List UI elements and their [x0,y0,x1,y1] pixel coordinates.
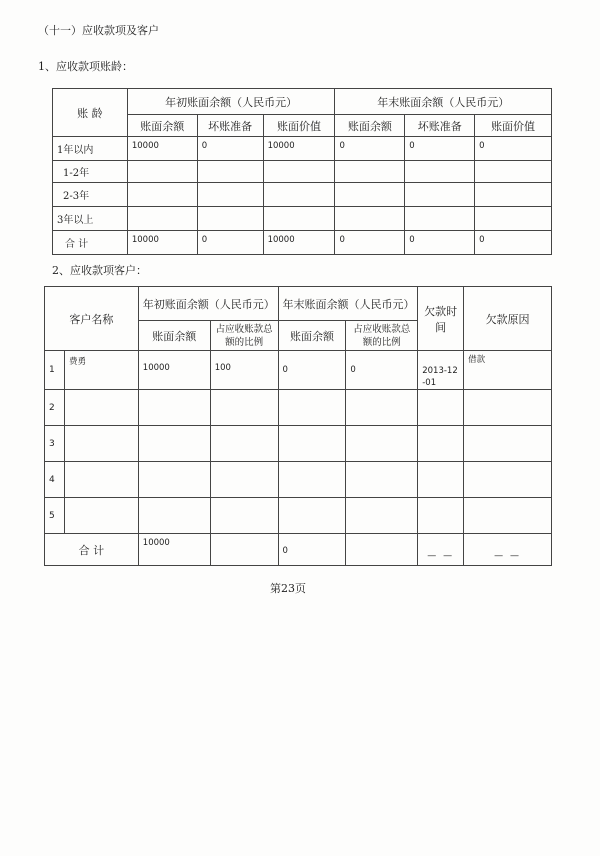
due-time-cell [418,498,464,534]
row-label: 1-2年 [53,161,128,183]
cell: 0 [405,137,475,161]
due-reason-cell [464,498,552,534]
cell [263,161,335,183]
customer-name [64,390,138,426]
cell [405,161,475,183]
cell [405,207,475,231]
end-balance-cell [278,426,346,462]
customer-table [44,286,552,566]
row-index: 5 [45,498,65,534]
row-index: 2 [45,390,65,426]
due-time-cell [418,462,464,498]
cell [335,161,405,183]
begin-balance-cell: 10000 [138,351,210,390]
begin-ratio-cell [210,498,278,534]
table-row-total [53,231,552,255]
begin-balance-group-header: 年初账面余额（人民币元） [138,287,278,321]
begin-ratio-header: 占应收账款总额的比例 [210,321,278,351]
cell [197,207,263,231]
col-header: 账面价值 [263,115,335,137]
cell [335,207,405,231]
customer-name: 费勇 [64,351,138,390]
due-time-cell: 2013-12-01 [418,351,464,390]
end-ratio-cell [346,498,418,534]
begin-balance-group-header: 年初账面余额（人民币元） [127,89,335,115]
end-ratio-cell [346,462,418,498]
cell [197,183,263,207]
customer-name [64,462,138,498]
row-index: 1 [45,351,65,390]
cell: 0 [335,137,405,161]
col-header: 坏账准备 [405,115,475,137]
aging-header: 账 龄 [53,89,128,137]
subsection-aging-title: 1、应收款项账龄： [38,60,133,73]
col-header: 账面余额 [127,115,197,137]
customer-name-header: 客户名称 [45,287,139,351]
end-balance-group-header: 年末账面余额（人民币元） [335,89,552,115]
due-time-cell [418,426,464,462]
end-balance-cell [278,462,346,498]
subsection-customers-title: 2、应收款项客户： [52,264,147,277]
cell [405,183,475,207]
total-due-reason: — — [464,534,552,566]
end-ratio-cell [346,390,418,426]
cell: 10000 [127,231,197,255]
total-end-balance: 0 [278,534,346,566]
begin-ratio-cell [210,462,278,498]
table-row [53,183,552,207]
end-balance-header: 账面余额 [278,321,346,351]
cell [127,207,197,231]
cell: 0 [335,231,405,255]
end-ratio-cell: 0 [346,351,418,390]
row-index: 3 [45,426,65,462]
table-row [53,161,552,183]
due-reason-header: 欠款原因 [464,287,552,351]
customer-name [64,498,138,534]
cell [197,161,263,183]
table-row [53,137,552,161]
begin-balance-cell [138,498,210,534]
due-reason-cell: 借款 [464,351,552,390]
cell: 10000 [127,137,197,161]
cell: 0 [197,231,263,255]
table-row-total [45,534,552,566]
cell [127,183,197,207]
table-row [45,351,552,390]
cell [475,161,552,183]
cell [475,183,552,207]
due-time-cell [418,390,464,426]
section-title: （十一）应收款项及客户 [38,24,159,37]
table-row [45,426,552,462]
begin-ratio-cell [210,426,278,462]
total-label: 合 计 [45,534,139,566]
cell [335,183,405,207]
end-balance-cell: 0 [278,351,346,390]
begin-ratio-cell: 100 [210,351,278,390]
customer-name [64,426,138,462]
row-label: 1年以内 [53,137,128,161]
begin-balance-cell [138,426,210,462]
cell [263,207,335,231]
col-header: 坏账准备 [197,115,263,137]
cell: 10000 [263,137,335,161]
aging-table [52,88,552,255]
end-balance-cell [278,390,346,426]
page-number: 第23页 [270,582,306,595]
table-row [53,207,552,231]
row-label: 3年以上 [53,207,128,231]
cell: 0 [197,137,263,161]
cell [475,207,552,231]
end-ratio-cell [346,426,418,462]
cell: 0 [405,231,475,255]
col-header: 账面余额 [335,115,405,137]
begin-balance-cell [138,390,210,426]
begin-balance-cell [138,462,210,498]
cell [263,183,335,207]
row-label: 合 计 [53,231,128,255]
cell: 10000 [263,231,335,255]
end-balance-cell [278,498,346,534]
table-row [45,462,552,498]
table-row [45,390,552,426]
due-reason-cell [464,462,552,498]
cell [127,161,197,183]
total-due-time: — — [418,534,464,566]
due-reason-cell [464,426,552,462]
begin-balance-header: 账面余额 [138,321,210,351]
due-reason-cell [464,390,552,426]
end-balance-group-header: 年末账面余额（人民币元） [278,287,418,321]
total-begin-balance: 10000 [138,534,210,566]
cell: 0 [475,231,552,255]
due-time-header: 欠款时间 [418,287,464,351]
col-header: 账面价值 [475,115,552,137]
row-label: 2-3年 [53,183,128,207]
cell: 0 [475,137,552,161]
row-index: 4 [45,462,65,498]
begin-ratio-cell [210,390,278,426]
end-ratio-header: 占应收账款总额的比例 [346,321,418,351]
table-row [45,498,552,534]
